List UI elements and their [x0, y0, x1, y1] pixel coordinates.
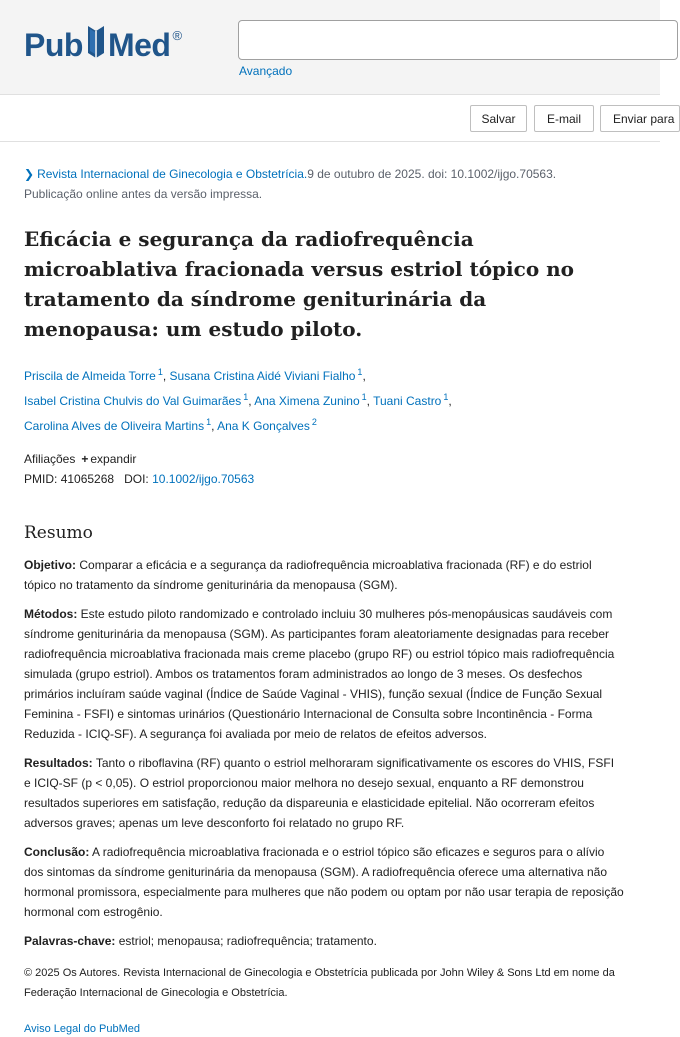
abstract-body [24, 555, 624, 951]
article-main [24, 142, 624, 1037]
author-link[interactable]: Tuani Castro [373, 394, 442, 408]
logo-pub-text: Pub [24, 26, 83, 63]
abstract-heading: Resumo [24, 523, 93, 543]
pubmed-logo[interactable] [24, 20, 182, 70]
section-label: Conclusão: [24, 845, 90, 859]
section-label: Métodos: [24, 607, 78, 621]
affiliations-toggle[interactable] [24, 449, 624, 469]
section-label: Objetivo: [24, 558, 77, 572]
author-list: Priscila de Almeida Torre $^1$, Susana Cristina Aidé Viviani Fialho $^1$, Isabel Cristina Chulvis do Val Guimarães $^1$, Ana Ximena Zunino $^1$, Tuani Castro $^1$, Carolina Alves de Oliveira Martins $^1$, Ana K Gonçalves $^2$ [24, 367, 452, 433]
author-link[interactable]: Isabel Cristina Chulvis do Val Guimarães [24, 394, 242, 408]
copyright-notice: © 2025 Os Autores. Revista Internacional de Ginecologia e Obstetrícia publicada por John Wiley & Sons Ltd em nome da Federação Internacional de Ginecologia e Obstetrícia. [24, 967, 615, 999]
pmid-value: 41065268 [60, 472, 115, 486]
plus-icon: + [81, 452, 89, 466]
affiliation-ref[interactable]: 2 [311, 417, 317, 427]
doi-label: DOI: [124, 472, 149, 486]
abstract-methods [24, 604, 624, 744]
citation-details: 9 de outubro de 2025. doi: 10.1002/ijgo.70563. [307, 167, 557, 181]
affiliation-ref[interactable]: 1 [357, 367, 363, 377]
section-label: Resultados: [24, 756, 93, 770]
pmid-label: PMID: [24, 472, 58, 486]
author-link[interactable]: Priscila de Almeida Torre [24, 369, 156, 383]
author-link[interactable]: Carolina Alves de Oliveira Martins [24, 419, 205, 433]
abstract-conclusion [24, 842, 624, 922]
affiliation-ref[interactable]: 1 [157, 367, 163, 377]
abstract-objective [24, 555, 624, 595]
action-bar [0, 95, 675, 142]
section-text: Comparar a eficácia e a segurança da radiofrequência microablativa fracionada (RF) e do estriol tópico no tratamento da síndrome geniturinária da menopausa (SGM). [24, 558, 592, 592]
disclaimer-link[interactable]: Aviso Legal do PubMed [24, 1023, 140, 1035]
chevron-right-icon: ❯ [24, 167, 35, 181]
affiliations-label: Afiliações [24, 452, 76, 466]
save-button[interactable]: Salvar [470, 105, 527, 132]
section-label: Palavras-chave: [24, 934, 116, 948]
article-identifiers [24, 469, 624, 489]
author-link[interactable]: Susana Cristina Aidé Viviani Fialho [169, 369, 356, 383]
section-text: estriol; menopausa; radiofrequência; tratamento. [118, 934, 377, 948]
advanced-search-link[interactable]: Avançado [239, 64, 293, 78]
logo-med-text: Med [107, 26, 171, 63]
section-text: Este estudo piloto randomizado e controlado incluiu 30 mulheres pós-menopáusicas saudáveis com síndrome geniturinária da menopausa (SGM). As participantes foram aleatoriamente designadas para receber radiofrequência microablativa fracionada mais creme placebo (grupo RF) ou estriol tópico mais radiofrequência simulada (grupo estriol). Ambos os tratamentos foram administrados ao longo de 3 meses. Os desfechos primários incluíram saúde vaginal (Índice de Saúde Vaginal - VHIS), função sexual (Índice de Função Sexual Feminina - FSFI) e sintomas urinários (Questionário Internacional de Consulta sobre Incontinência - Forma Reduzida - ICIQ-SF). A segurança foi avaliada por meio de relatos de efeitos adversos. [24, 607, 615, 741]
abstract-results [24, 753, 624, 833]
search-input[interactable] [238, 20, 678, 60]
abstract-keywords [24, 931, 624, 951]
affiliation-ref[interactable]: 1 [361, 392, 367, 402]
journal-link[interactable]: Revista Internacional de Ginecologia e Obstetrícia. [37, 167, 308, 181]
book-icon [85, 23, 107, 59]
send-to-button[interactable]: Enviar para [600, 105, 680, 132]
affiliation-ref[interactable]: 1 [443, 392, 449, 402]
author-link[interactable]: Ana K Gonçalves [217, 419, 310, 433]
doi-link[interactable]: 10.1002/ijgo.70563 [152, 472, 255, 486]
expand-label: expandir [90, 452, 137, 466]
publication-status: Publicação online antes da versão impressa. [24, 187, 263, 201]
email-button[interactable]: E-mail [534, 105, 594, 132]
affiliation-ref[interactable]: 1 [243, 392, 249, 402]
registered-mark: ® [172, 27, 183, 43]
section-text: A radiofrequência microablativa fracionada e o estriol tópico são eficazes e seguros para o alívio dos sintomas da síndrome geniturinária da menopausa (SGM). A radiofrequência oferece uma alternativa não hormonal promissora, especialmente para mulheres que não podem ou optam por não usar terapia de reposição hormonal com estrogênio. [24, 845, 624, 919]
section-text: Tanto o riboflavina (RF) quanto o estriol melhoraram significativamente os escores do VHIS, FSFI e ICIQ-SF (p < 0,05). O estriol proporcionou maior melhora no desejo sexual, enquanto a RF demonstrou resultados superiores em satisfação, redução da dispareunia e elasticidade epitelial. Não ocorreram efeitos adversos graves; apenas um leve desconforto foi relatado no grupo RF. [24, 756, 615, 830]
affiliation-ref[interactable]: 1 [206, 417, 212, 427]
article-title: Eficácia e segurança da radiofrequência microablativa fracionada versus estriol tópico no tratamento da síndrome geniturinária da menopausa: um estudo piloto. [24, 227, 574, 341]
citation [24, 164, 624, 204]
site-header [0, 0, 660, 95]
author-link[interactable]: Ana Ximena Zunino [254, 394, 360, 408]
